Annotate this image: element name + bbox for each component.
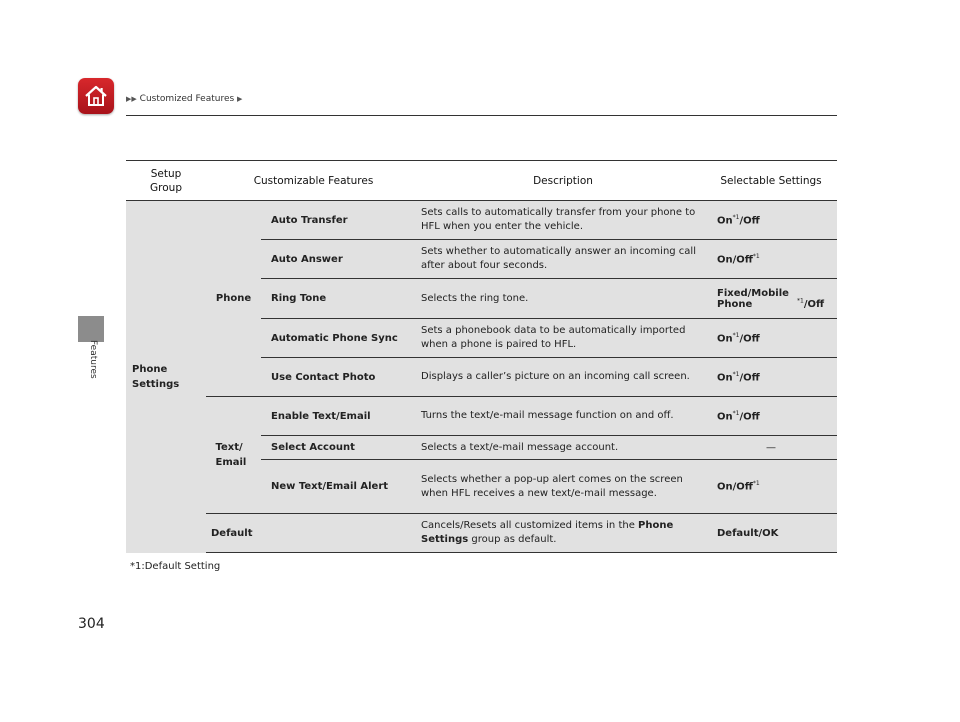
group-phone-settings: Phone Settings [126,201,206,553]
feature-name: Use Contact Photo [261,358,421,397]
feature-settings: On/Off$^{*1}$ [705,240,837,279]
feature-settings: On$^{*1}$/Off [705,397,837,436]
breadcrumb-link-customized-features[interactable]: Customized Features [139,94,235,104]
header-selectable-settings: Selectable Settings [705,161,837,201]
breadcrumb-arrows: ▶▶ [126,95,137,103]
feature-description: Sets whether to automatically answer an incoming call after about four seconds. [421,240,705,279]
footnote: *1:Default Setting [130,561,221,572]
feature-description: Sets calls to automatically transfer from your phone to HFL when you enter the vehicle. [421,201,705,240]
table-row [126,201,837,240]
feature-description: Displays a caller’s picture on an incoming call screen. [421,358,705,397]
feature-name: Enable Text/Email [261,397,421,436]
feature-description: Turns the text/e-mail message function on and off. [421,397,705,436]
feature-name: Default [206,514,421,553]
customized-features-table [126,160,837,553]
feature-name: Auto Transfer [261,201,421,240]
feature-settings: Default/OK [705,514,837,553]
home-icon[interactable] [78,78,114,114]
section-tab-label [86,340,100,390]
subgroup-phone: Phone [206,201,261,397]
feature-name: Auto Answer [261,240,421,279]
feature-settings: On/Off$^{*1}$ [705,460,837,514]
house-icon [82,82,110,110]
feature-description: Cancels/Resets all customized items in the Phone Settings group as default. [421,514,705,553]
feature-description: Selects the ring tone. [421,279,705,319]
feature-description: Selects whether a pop-up alert comes on the screen when HFL receives a new text/e-mail message. [421,460,705,514]
feature-settings: Fixed/Mobile Phone $^{*1}$/Off [705,279,837,319]
feature-name: New Text/Email Alert [261,460,421,514]
subgroup-text-email: Text/ Email [206,397,261,514]
feature-description: Sets a phonebook data to be automatically imported when a phone is paired to HFL. [421,319,705,358]
table-row [126,397,837,436]
feature-name: Select Account [261,436,421,460]
header-rule [126,115,837,116]
header-customizable-features: Customizable Features [206,161,421,201]
section-tab-text: Features [88,340,98,379]
feature-description: Selects a text/e-mail message account. [421,436,705,460]
breadcrumb [126,94,242,104]
page-number: 304 [78,616,105,632]
header-setup-group: Setup Group [126,161,206,201]
feature-name: Ring Tone [261,279,421,319]
feature-settings: On$^{*1}$/Off [705,201,837,240]
section-tab-marker[interactable] [78,316,104,342]
feature-name: Automatic Phone Sync [261,319,421,358]
feature-settings: — [705,436,837,460]
table-header-row [126,161,837,201]
feature-settings: On$^{*1}$/Off [705,319,837,358]
breadcrumb-end-arrow: ▶ [237,95,243,103]
table-row-default [126,514,837,553]
header-description: Description [421,161,705,201]
feature-settings: On$^{*1}$/Off [705,358,837,397]
